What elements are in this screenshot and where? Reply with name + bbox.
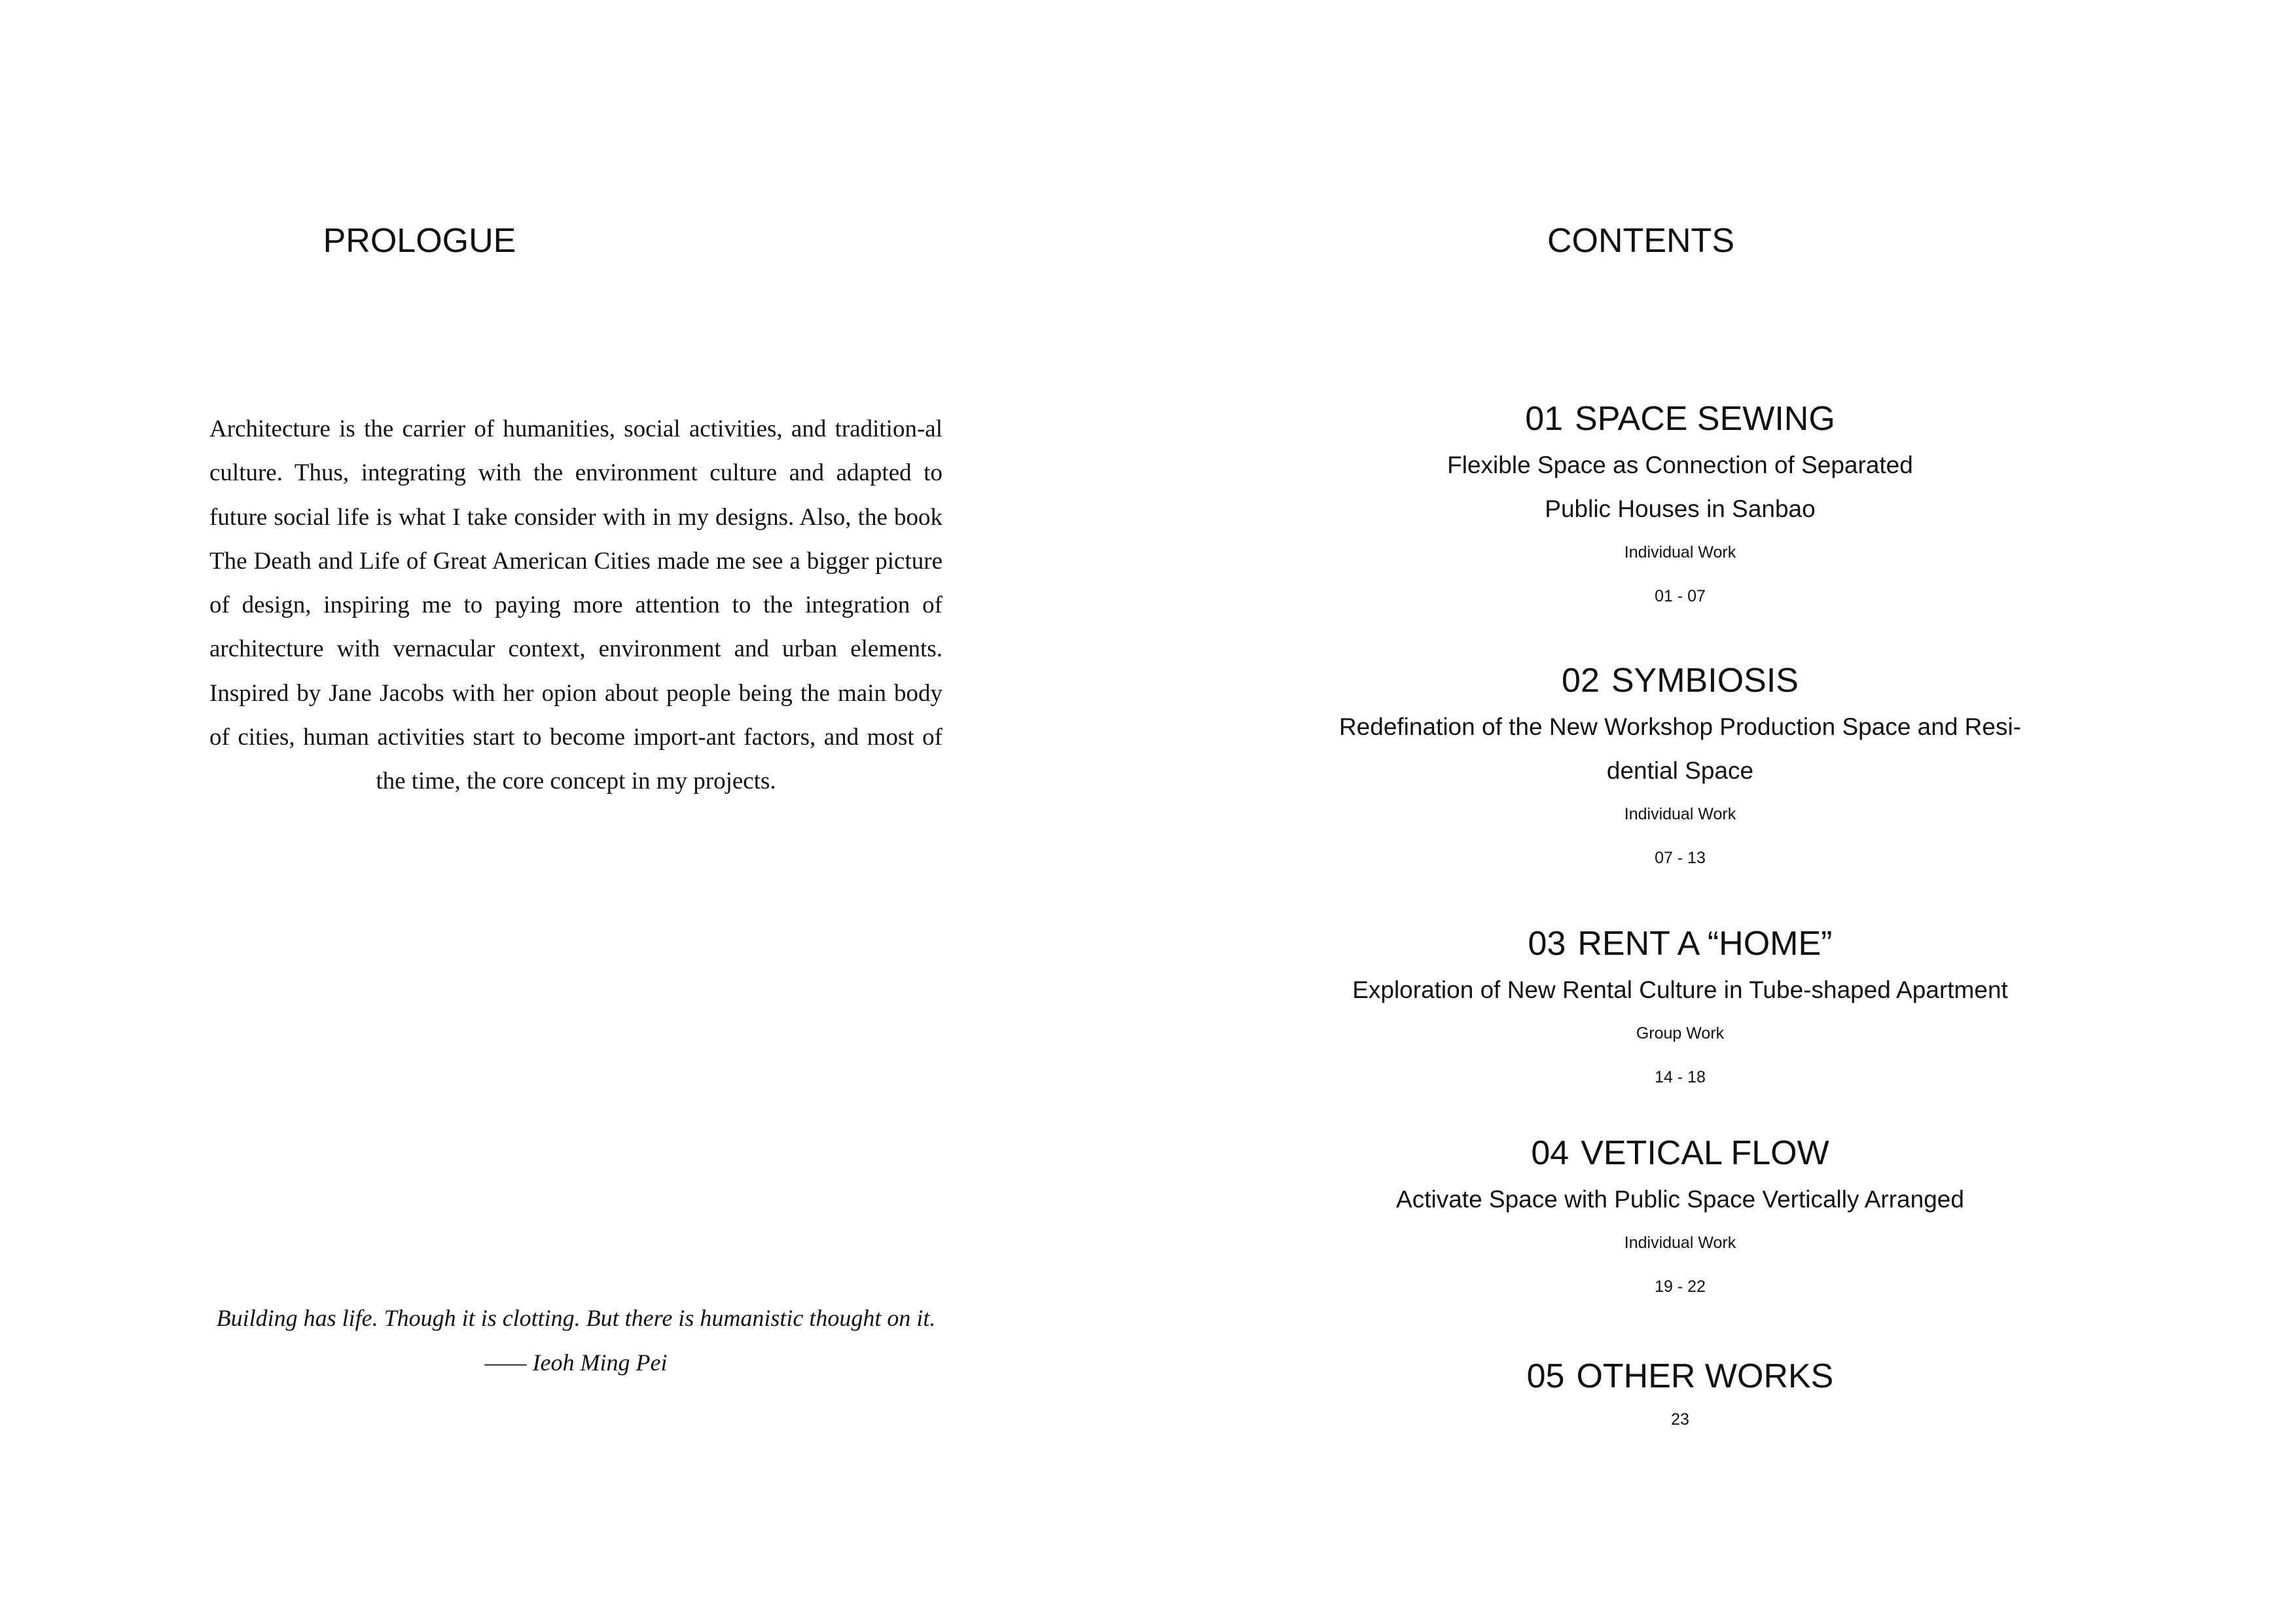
quote-block xyxy=(157,1296,995,1385)
toc-entry-title xyxy=(1292,1352,2068,1400)
toc-entry-title xyxy=(1292,1129,2068,1177)
toc-entry-kind: Individual Work xyxy=(1624,805,1736,823)
toc-entry-02[interactable] xyxy=(1292,656,2068,880)
toc-entry-number: 01 xyxy=(1525,400,1564,438)
toc-entry-description: Flexible Space as Connection of Separated xyxy=(1447,452,1913,478)
toc-entry-05[interactable] xyxy=(1292,1352,2068,1442)
toc-entry-name: RENT A “HOME” xyxy=(1577,925,1833,963)
contents-page xyxy=(1148,0,2296,1623)
toc-entry-pages: 14 - 18 xyxy=(1655,1068,1706,1086)
toc-entry-03[interactable] xyxy=(1292,919,2068,1099)
toc-entry-pages: 23 xyxy=(1671,1410,1689,1429)
toc-entry-name: VETICAL FLOW xyxy=(1581,1134,1829,1172)
toc-entry-kind: Individual Work xyxy=(1624,543,1736,562)
toc-entry-number: 03 xyxy=(1528,925,1566,963)
prologue-body: Architecture is the carrier of humanities, social activities, and tradition-al culture. Thus, integrating with the environment culture and adapted to future social life is what I take consider with in my designs. Also, the book The Death and Life of Great American Cities made me see a bigger picture of design, inspiring me to paying more attention to the integration of architecture with vernacular context, environment and urban elements. Inspired by Jane Jacobs with her opion about people being the main body of cities, human activities start to become import-ant factors, and most of the time, the core concept in my projects. xyxy=(209,416,942,795)
toc-entry-title xyxy=(1292,395,2068,443)
toc-entry-kind: Group Work xyxy=(1636,1024,1725,1043)
quote-text: Building has life. Though it is clotting. But there is humanistic thought on it. xyxy=(216,1305,936,1331)
toc-entry-pages: 01 - 07 xyxy=(1655,587,1706,605)
toc-entry-pages: 07 - 13 xyxy=(1655,849,1706,867)
toc-entry-description: Redefination of the New Workshop Production Space and Resi- xyxy=(1338,713,2022,740)
toc-entry-description: Activate Space with Public Space Vertically Arranged xyxy=(1396,1186,1964,1213)
contents-heading: CONTENTS xyxy=(1547,222,1734,260)
prologue-heading: PROLOGUE xyxy=(323,222,516,260)
toc-entry-pages: 19 - 22 xyxy=(1655,1277,1706,1296)
toc-entry-name: SYMBIOSIS xyxy=(1611,662,1799,700)
toc-entry-name: SPACE SEWING xyxy=(1575,400,1835,438)
toc-entry-description: Exploration of New Rental Culture in Tube-shaped Apartment xyxy=(1352,976,2008,1003)
toc-entry-name: OTHER WORKS xyxy=(1576,1357,1834,1395)
toc-entry-description: Public Houses in Sanbao xyxy=(1545,495,1816,522)
toc-entry-number: 04 xyxy=(1531,1134,1570,1172)
toc-entry-number: 05 xyxy=(1526,1357,1565,1395)
toc-entry-kind: Individual Work xyxy=(1624,1234,1736,1252)
toc-entry-description: dential Space xyxy=(1606,757,1754,784)
quote-author: —— Ieoh Ming Pei xyxy=(484,1349,668,1376)
toc-entry-title xyxy=(1292,919,2068,968)
toc-entry-number: 02 xyxy=(1562,662,1600,700)
toc-entry-title xyxy=(1292,656,2068,705)
toc-entry-01[interactable] xyxy=(1292,395,2068,618)
toc-entry-04[interactable] xyxy=(1292,1129,2068,1309)
